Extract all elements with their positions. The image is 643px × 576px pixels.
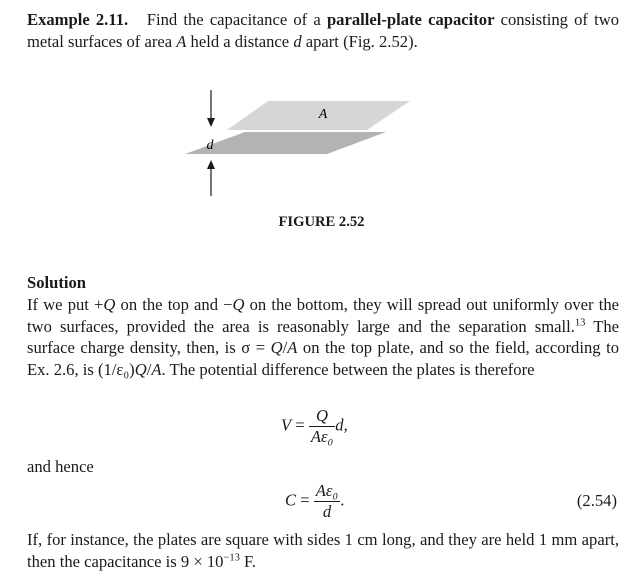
closing-paragraph — [27, 529, 619, 572]
eq-lhs: C — [285, 490, 297, 510]
fraction — [314, 481, 340, 522]
variable-a: A — [176, 31, 187, 51]
variable-q: Q — [103, 295, 116, 314]
eq-tail: . — [340, 490, 345, 510]
arrow-down-icon — [207, 118, 215, 127]
arrow-up-icon — [207, 160, 215, 169]
eq-sign: = — [295, 415, 305, 435]
text-run: If we put + — [27, 295, 104, 314]
and-hence-text: and hence — [27, 457, 94, 476]
plate-area-label: A — [318, 107, 328, 122]
potential-equation — [281, 406, 348, 447]
example-statement — [27, 9, 619, 52]
key-term: parallel-plate capacitor — [326, 10, 495, 29]
figure-caption: FIGURE 2.52 — [278, 214, 365, 230]
eq-sign: = — [300, 490, 310, 510]
solution-paragraph — [27, 294, 619, 380]
variable-q: Q — [134, 359, 147, 379]
bottom-plate — [185, 132, 386, 154]
text-run: on the top and − — [115, 295, 233, 314]
variable-a: A — [287, 338, 298, 358]
example-label: Example 2.11. — [27, 10, 129, 29]
text-run: The surface charge density, then, is σ = — [27, 316, 619, 358]
footnote-marker: 13 — [574, 317, 586, 329]
text-run: If, for instance, the plates are square with sides 1 cm long, and they are held 1 mm apart, then the capacitance is 9 × 10 — [27, 530, 619, 571]
fraction — [309, 406, 335, 447]
text-run: / — [146, 359, 152, 379]
text-run: on the bottom, they will spread out uniformly over the two surfaces, provided the area is reasonably large and the separation small. — [27, 295, 619, 336]
text-run: on the top plate, and so the field, according to Ex. 2.6, is (1/ε₀) — [27, 338, 619, 379]
example-text: apart (Fig. 2.52). — [301, 31, 418, 51]
eq-lhs: V — [281, 415, 292, 435]
variable-q: Q — [232, 295, 245, 314]
text-run: . The potential difference between the plates is therefore — [161, 359, 535, 379]
fraction-denominator: Aε₀ — [310, 427, 334, 446]
equation-number: (2.54) — [576, 491, 617, 510]
gap-label: d — [206, 138, 214, 153]
variable-a: A — [151, 359, 162, 379]
variable-q: Q — [270, 338, 283, 358]
fraction-numerator: Q — [316, 406, 329, 425]
capacitor-figure — [0, 80, 643, 210]
fraction-denominator: d — [322, 502, 332, 521]
example-text: Find the capacitance of a — [146, 10, 327, 29]
exponent: −13 — [223, 552, 240, 564]
fraction-numerator: Aε₀ — [315, 481, 339, 500]
variable-d: d — [293, 31, 302, 51]
example-text: held a distance — [186, 31, 294, 51]
text-run: F. — [239, 551, 257, 571]
example-text: consisting of two metal surfaces of area — [27, 10, 620, 51]
eq-tail: d, — [335, 415, 348, 435]
solution-heading: Solution — [27, 273, 87, 292]
capacitance-equation — [285, 481, 344, 522]
text-run: / — [282, 338, 288, 358]
